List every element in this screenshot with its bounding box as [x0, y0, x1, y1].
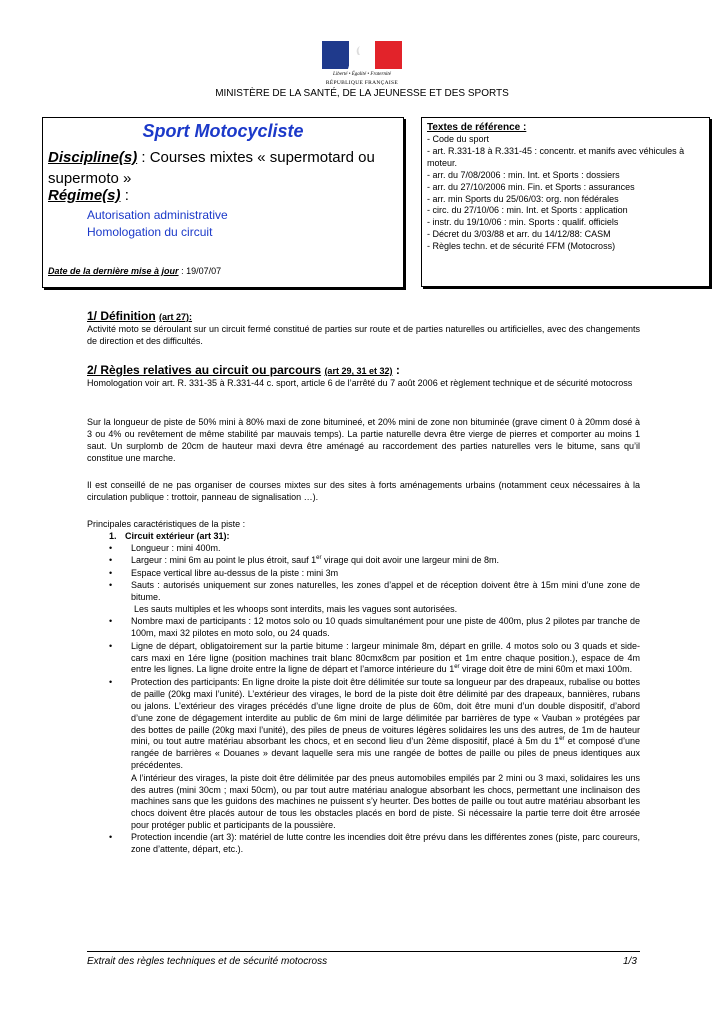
ministry-title: MINISTÈRE DE LA SANTÉ, DE LA JEUNESSE ET DES SPORTS	[215, 88, 509, 99]
regime-line: Régime(s) :	[48, 187, 129, 204]
list-item: • Protection des participants: En ligne droite la piste doit être délimitée sur toute sa longueur par des drapeaux, rubalise ou bottes de paille (20kg maxi l’unité). L’extérieur des virages, le bord de la piste doit être délimité par des drapeaux, bannières, rubans ou jalons. L’extérieur des virages précédés d’une ligne droite de plus de 60m, doit être muni d’un double dispositif, d’abord d’une zone de dégagement interdite au public de 6m mini de large délimitée par barrières de type « Vauban » protégées par des bottes de paille (20kg maxi l’unité), des piles de pneus de voitures légères solidaires les uns des autres, de 1m de hauteur mini, ou tout autre matériau absorbant les chocs, et en second lieu d’un 2ème dispositif, placé à 5m du 1er et composé d’une rangée de barrières « Douanes » devant laquelle sera mis une rangée de bottes de paille ou piles de pneus identiques aux précédentes.	[87, 677, 640, 772]
section2-paragraph: Sur la longueur de piste de 50% mini à 80% maxi de zone bitumineé, et 20% mini de zone non bituminée (grave ciment 0 à 20mm dosé à 3 ou 4% ou revêtement de même stabilité par mauvais temps). La partie naturelle devra être vierge de pierres et comporter au moins 1 saut. Un surplomb de 20cm de hauteur maxi devra être aménagé au raccordement des parties naturelles vers le bitume, sans qu’il constitue une marche.	[87, 417, 640, 463]
reference-item: - art. R.331-18 à R.331-45 : concentr. et manifs avec véhicules à moteur.	[427, 145, 685, 168]
discipline-line	[48, 147, 400, 189]
subsection-heading: 1. Circuit extérieur (art 31):	[109, 531, 230, 541]
reference-item: - arr. du 27/10/2006 min. Fin. et Sports : assurances	[427, 181, 635, 192]
page-number: 1/3	[623, 956, 637, 967]
footer-text: Extrait des règles techniques et de sécurité motocross	[87, 956, 328, 967]
section1-text: Activité moto se déroulant sur un circuit fermé constitué de parties sur route et de parties naturelles ou artificielles, avec des changements de direction et des difficultés.	[87, 324, 640, 346]
list-item: • Sauts : autorisés uniquement sur zones naturelles, les zones d’appel et de réception doivent être à 15m mini d’une zone de bitume.	[87, 580, 640, 604]
list-item: • Protection incendie (art 3): matériel de lutte contre les incendies doit être prévu dans les différentes zones (piste, parc coureurs, zone d’attente, départ, etc.).	[87, 832, 640, 856]
track-characteristics	[87, 531, 640, 856]
list-item: • Espace vertical libre au-dessus de la piste : mini 3m	[87, 568, 640, 580]
reference-item: - arr. du 7/08/2006 : min. Int. et Sports : dossiers	[427, 169, 620, 180]
list-item-continuation: A l’intérieur des virages, la piste doit être délimitée par des pneus automobiles empilés par 2 mini ou 3 maxi, solidaires les uns des autres (mini 30cm ; maxi 50cm), ou par tout autre matériau analogue absorbant les chocs, permettant une inclinaison des machines sans que les guidons des machines ne puissent s’y heurter. Des bottes de paille ou tout autre matériau absorbant les chocs doivent être placés autour de tous les obstacles placés en bord de piste. Si nécessaire la partie terre doit être arrosée pour protéger public et participants de la poussière.	[131, 772, 640, 831]
motto: Liberté • Égalité • Fraternité	[333, 72, 391, 77]
list-item-continuation: Les sauts multiples et les whoops sont interdits, mais les vagues sont autorisées.	[134, 604, 458, 615]
reference-item: - instr. du 19/10/06 : min. Sports : qualif. officiels	[427, 217, 619, 228]
footer-divider	[87, 951, 640, 952]
section1-heading: 1/ Définition (art 27):	[87, 309, 193, 323]
reference-item: - arr. min Sports du 25/06/03: org. non fédérales	[427, 193, 619, 204]
update-value: : 19/07/07	[178, 266, 222, 276]
update-date	[48, 266, 221, 276]
references-list	[427, 134, 704, 253]
marianne-logo	[322, 41, 402, 86]
references-title: Textes de référence :	[427, 122, 527, 133]
regime-label: Régime(s)	[48, 187, 121, 204]
update-label: Date de la dernière mise à jour	[48, 266, 179, 276]
regime-list	[87, 207, 228, 241]
reference-item: - Décret du 3/03/88 et arr. du 14/12/88: CASM	[427, 229, 611, 240]
regime-item: Autorisation administrative	[87, 208, 228, 222]
list-item: • Largeur : mini 6m au point le plus étroit, sauf 1er virage qui doit avoir une largeur mini de 8m.	[87, 555, 640, 567]
regime-item: Homologation du circuit	[87, 225, 213, 239]
section2-homologation: Homologation voir art. R. 331-35 à R.331-44 c. sport, article 6 de l’arrêté du 7 août 2006 et règlement technique et de sécurité motocross	[87, 378, 633, 388]
sport-title: Sport Motocycliste	[142, 121, 304, 141]
list-item: • Nombre maxi de participants : 12 motos solo ou 10 quads simultanément pour une piste de 400m, plus 2 pilotes par tranche de 100m, maxi 32 pilotes en moto solo, ou 24 quads.	[87, 616, 640, 640]
list-item: • Longueur : mini 400m.	[87, 543, 640, 555]
discipline-label: Discipline(s)	[48, 149, 138, 166]
reference-item: - Règles techn. et de sécurité FFM (Motocross)	[427, 241, 616, 252]
section2-paragraph: Il est conseillé de ne pas organiser de courses mixtes sur des sites à forts aménagements urbains (notamment ceux nécessaires à la circulation publique : trottoir, panneau de signalisation …).	[87, 480, 640, 502]
republic-label: RÉPUBLIQUE FRANÇAISE	[325, 80, 399, 86]
discipline-value: : Courses mixtes « supermotard ou supermoto »	[48, 149, 375, 187]
marianne-icon	[344, 43, 384, 69]
section2-track-intro: Principales caractéristiques de la piste :	[87, 519, 246, 529]
reference-item: - circ. du 27/10/06 : min. Int. et Sports : application	[427, 205, 628, 216]
reference-item: - Code du sport	[427, 134, 490, 144]
section2-heading: 2/ Règles relatives au circuit ou parcours (art 29, 31 et 32) :	[87, 363, 400, 377]
list-item: • Ligne de départ, obligatoirement sur la partie bitume : largeur minimale 8m, départ en grille. 4 motos solo ou 3 quads et side-cars maxi en 1ére ligne (position machines trait blanc 80cmx8cm par position et 1m entre chaque position.), espace de 4m entre les lignes. La ligne droite entre la ligne de départ et l’amorce intérieure du 1er virage doit être de mini 60m et maxi 100m.	[87, 641, 640, 677]
